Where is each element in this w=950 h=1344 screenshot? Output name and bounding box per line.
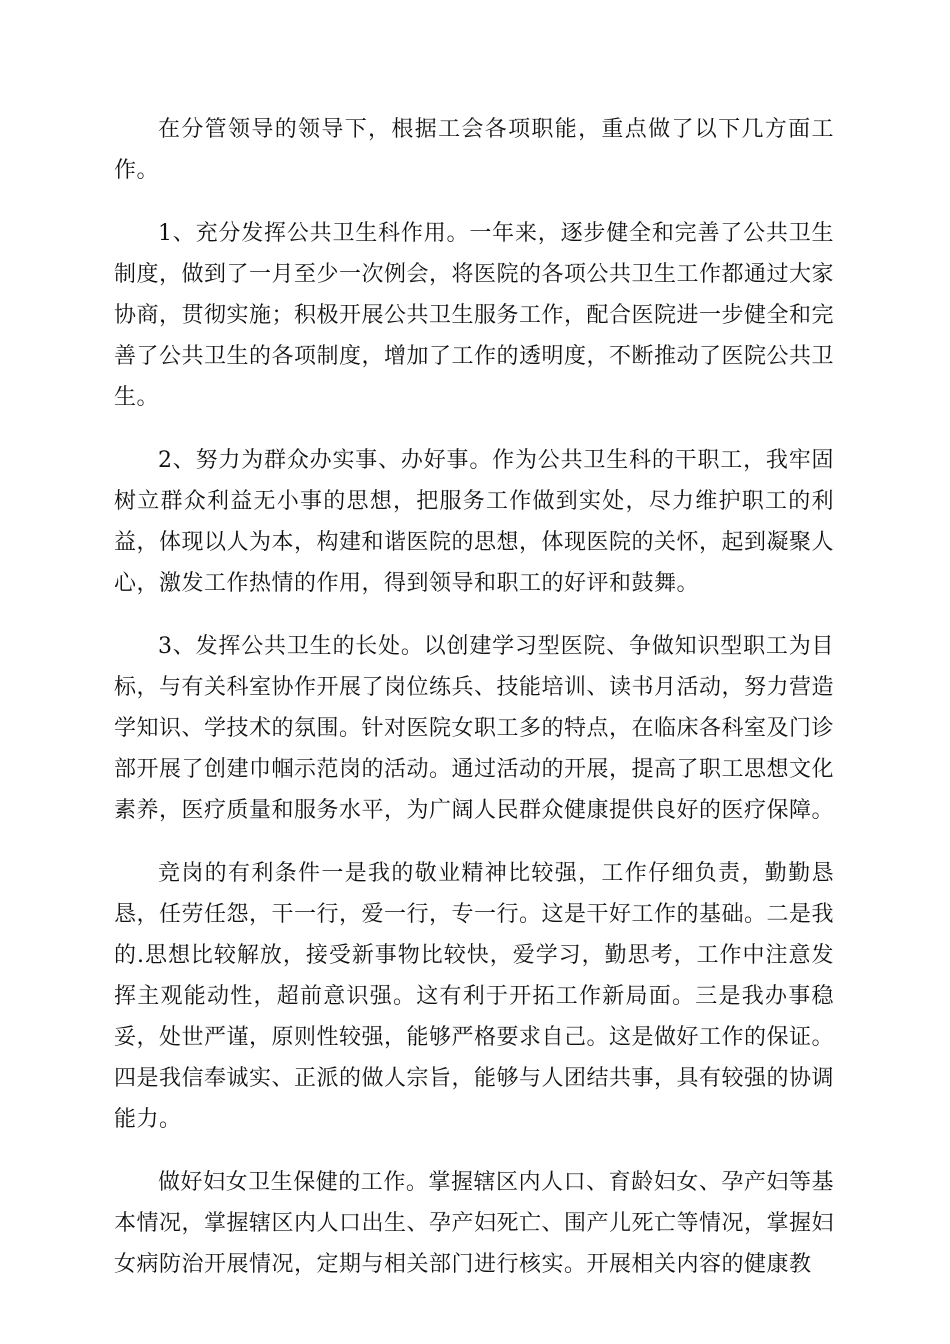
paragraph-item-3: 3、发挥公共卫生的长处。以创建学习型医院、争做知识型职工为目标，与有关科室协作开展了岗位练兵、技能培训、读书月活动，努力营造学知识、学技术的氛围。针对医院女职工多的特点，在临床各科室及门诊部开展了创建巾帼示范岗的活动。通过活动的开展，提高了职工思想文化素养，医疗质量和服务水平，为广阔人民群众健康提供良好的医疗保障。 [114, 634, 835, 823]
paragraph-advantages: 竞岗的有利条件一是我的敬业精神比较强，工作仔细负责，勤勤恳恳，任劳任怨，干一行，爱一行，专一行。这是干好工作的基础。二是我的.思想比较解放，接受新事物比较快，爱学习，勤思考，工作中注意发挥主观能动性，超前意识强。这有利于开拓工作新局面。三是我办事稳妥，处世严谨，原则性较强，能够严格要求自己。这是做好工作的保证。四是我信奉诚实、正派的做人宗旨，能够与人团结共事，具有较强的协调能力。 [114, 861, 835, 1132]
document-body [114, 109, 834, 1307]
paragraph-women-health: 做好妇女卫生保健的工作。掌握辖区内人口、育龄妇女、孕产妇等基本情况，掌握辖区内人口出生、孕产妇死亡、围产儿死亡等情况，掌握妇女病防治开展情况，定期与相关部门进行核实。开展相关内容的健康教 [114, 1170, 835, 1277]
paragraph-item-1: 1、充分发挥公共卫生科作用。一年来，逐步健全和完善了公共卫生制度，做到了一月至少一次例会，将医院的各项公共卫生工作都通过大家协商，贯彻实施；积极开展公共卫生服务工作，配合医院进一步健全和完善了公共卫生的各项制度，增加了工作的透明度，不断推动了医院公共卫生。 [114, 221, 835, 410]
paragraph-intro: 在分管领导的领导下，根据工会各项职能，重点做了以下几方面工作。 [114, 117, 834, 183]
paragraph-item-2: 2、努力为群众办实事、办好事。作为公共卫生科的干职工，我牢固树立群众利益无小事的思想，把服务工作做到实处，尽力维护职工的利益，体现以人为本，构建和谐医院的思想，体现医院的关怀，起到凝聚人心，激发工作热情的作用，得到领导和职工的好评和鼓舞。 [114, 448, 835, 596]
